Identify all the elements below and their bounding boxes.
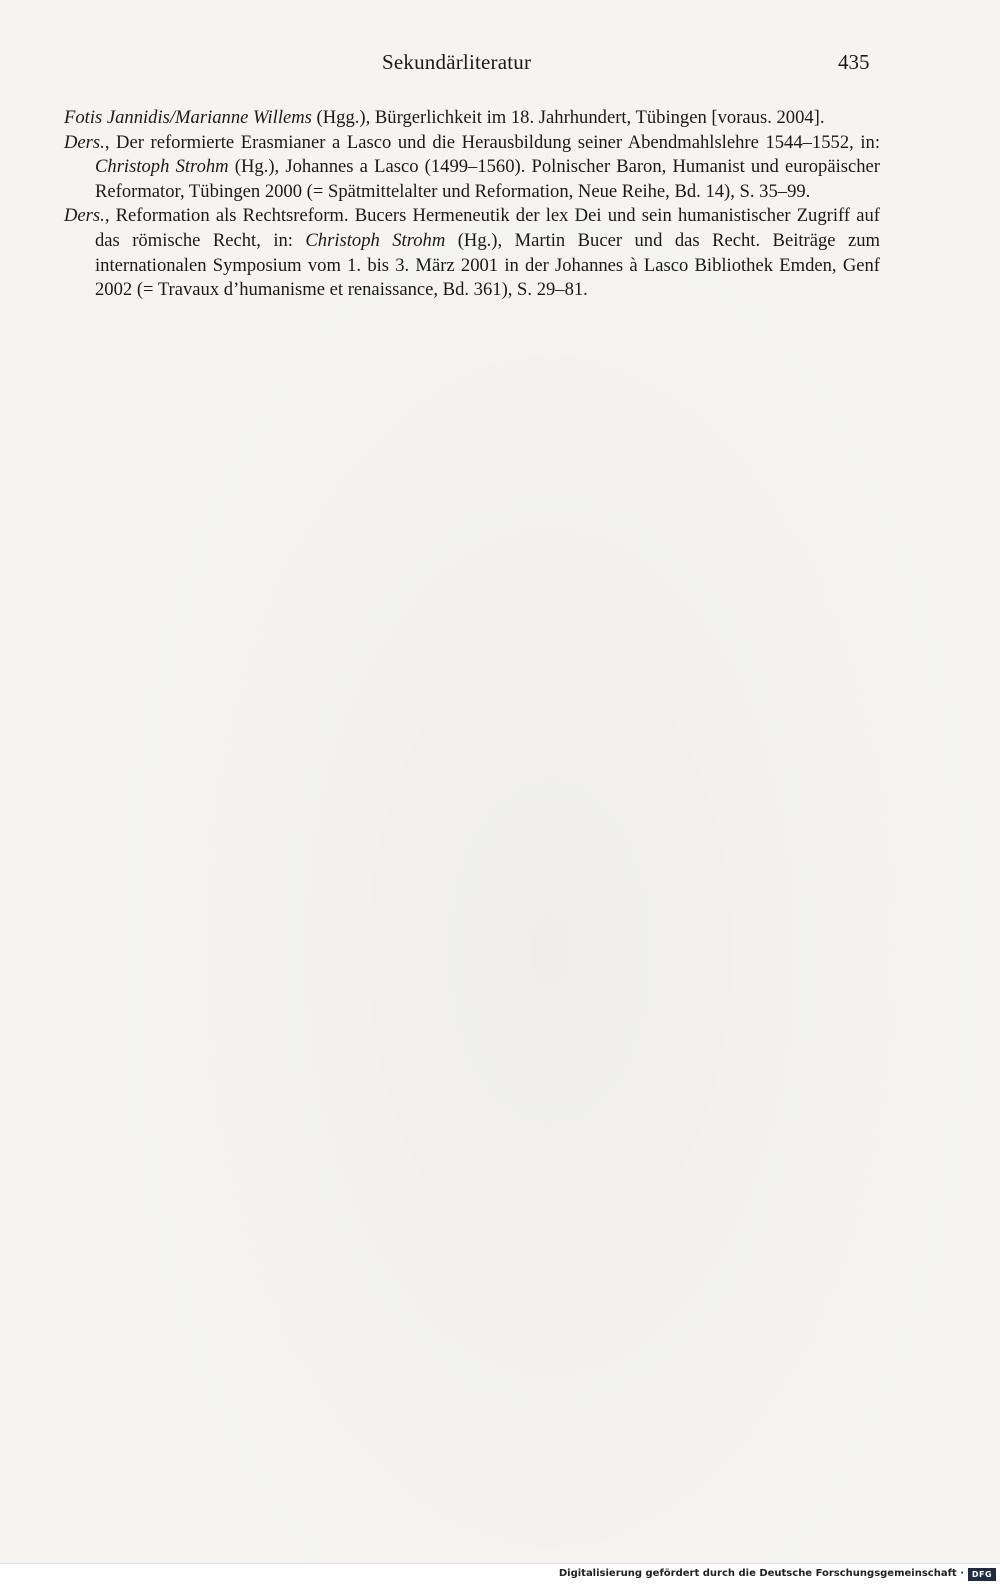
page-number: 435	[838, 50, 870, 74]
entry-text: (Hgg.), Bürgerlichkeit im 18. Jahrhundert, Tübingen [voraus. 2004].	[311, 107, 825, 128]
entry-text: (Hg.), Martin Bucer und das Recht. Beiträge zum internationalen Symposium vom 1. bis 3. März 2001 in der Johannes à Lasco Bibliothek Emden, Genf 2002 (= Travaux d’humanisme et renaissance, Bd. 361), S. 29–81.	[95, 229, 880, 301]
entry-text: (Hg.), Johannes a Lasco (1499–1560). Polnischer Baron, Humanist und europäischer Reformator, Tübingen 2000 (= Spätmittelalter und Reformation, Neue Reihe, Bd. 14), S. 35–99.	[95, 156, 880, 202]
digitization-footer	[0, 1563, 1000, 1586]
page-header	[0, 50, 1000, 84]
entry-editor: Christoph Strohm	[95, 156, 229, 178]
bibliography-entry	[64, 204, 880, 302]
bibliography-entry	[64, 106, 880, 131]
dfg-logo: DFG	[968, 1568, 996, 1581]
entry-author: Ders.	[64, 131, 105, 153]
entry-author: Fotis Jannidis/Marianne Willems	[64, 107, 312, 128]
entry-author: Ders.	[64, 205, 105, 227]
entry-editor: Christoph Strohm	[305, 229, 446, 251]
bibliography-list	[64, 106, 880, 303]
footer-credit: Digitalisierung gefördert durch die Deutsche Forschungsgemeinschaft ·	[558, 1568, 964, 1579]
bibliography-entry	[64, 131, 880, 205]
entry-text: , Der reformierte Erasmianer a Lasco und die Herausbildung seiner Abendmahlslehre 1544–1552, in:	[104, 131, 880, 153]
entry-text: , Reformation als Rechtsreform. Bucers Hermeneutik der lex Dei und sein humanistischer Zugriff auf das römische Recht, in:	[95, 205, 880, 251]
running-head: Sekundärliteratur	[382, 50, 532, 74]
